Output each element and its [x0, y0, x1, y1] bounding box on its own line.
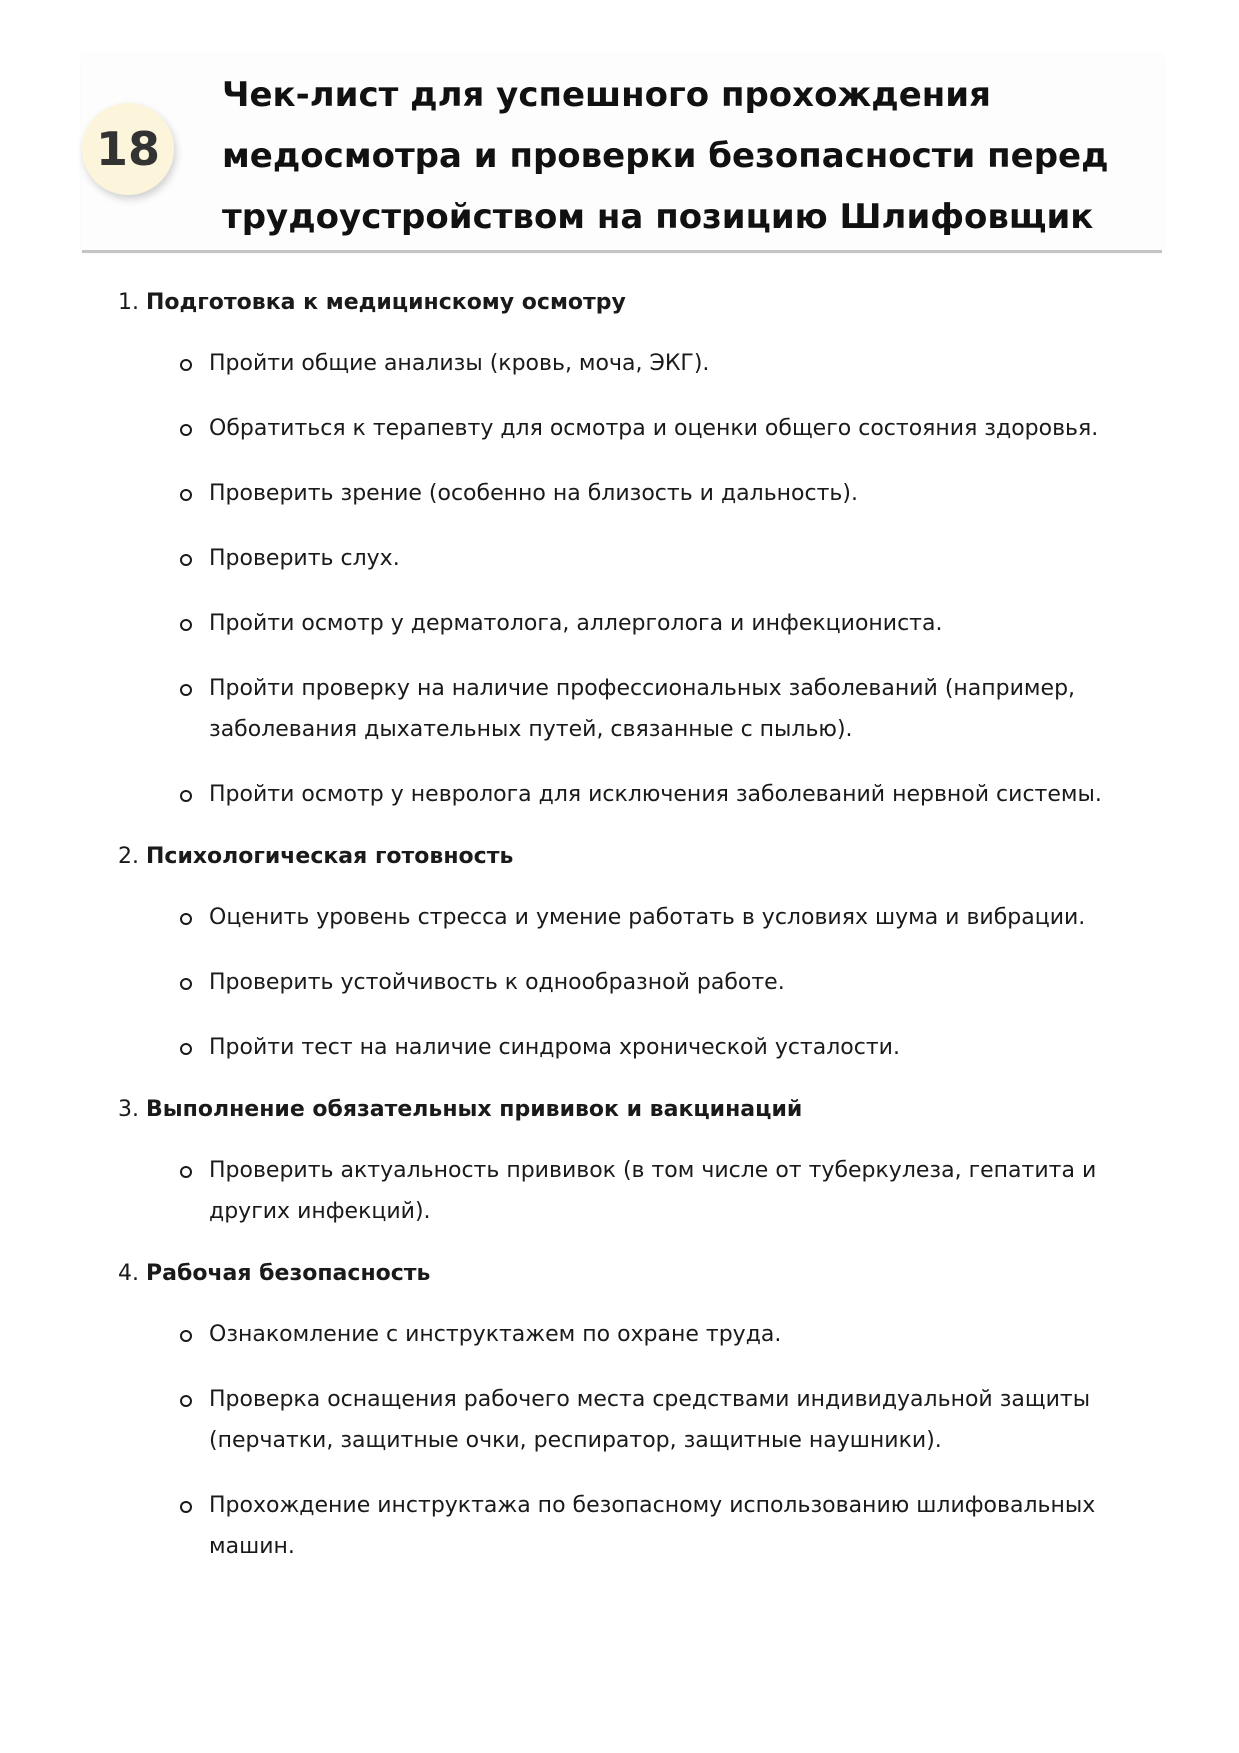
checklist [118, 287, 1158, 1567]
list-item: Проверить зрение (особенно на близость и дальность). [118, 473, 1158, 514]
list-item: Обратиться к терапевту для осмотра и оценки общего состояния здоровья. [118, 408, 1158, 449]
list-item: Проверить актуальность прививок (в том числе от туберкулеза, гепатита и других инфекций). [118, 1150, 1158, 1232]
section-number: 4. [118, 1261, 139, 1286]
list-item: Пройти осмотр у невролога для исключения заболеваний нервной системы. [118, 774, 1158, 815]
section-number: 2. [118, 844, 139, 869]
section-psychological-readiness [118, 841, 1158, 1068]
list-item: Проверить устойчивость к однообразной работе. [118, 962, 1158, 1003]
section-title: Подготовка к медицинскому осмотру [146, 290, 626, 315]
list-item: Пройти осмотр у дерматолога, аллерголога и инфекциониста. [118, 603, 1158, 644]
section-title: Психологическая готовность [146, 844, 514, 869]
section-items [118, 1314, 1158, 1567]
list-item: Пройти проверку на наличие профессиональных заболеваний (например, заболевания дыхательных путей, связанные с пылью). [118, 668, 1158, 750]
section-items [118, 343, 1158, 815]
list-item: Пройти общие анализы (кровь, моча, ЭКГ). [118, 343, 1158, 384]
section-title: Рабочая безопасность [146, 1261, 431, 1286]
list-item: Прохождение инструктажа по безопасному использованию шлифовальных машин. [118, 1485, 1158, 1567]
list-item: Пройти тест на наличие синдрома хронической усталости. [118, 1027, 1158, 1068]
list-item: Проверка оснащения рабочего места средствами индивидуальной защиты (перчатки, защитные очки, респиратор, защитные наушники). [118, 1379, 1158, 1461]
page-number-badge: 18 [82, 103, 174, 195]
section-items [118, 1150, 1158, 1232]
section-heading [118, 1258, 1158, 1290]
section-medical-exam [118, 287, 1158, 815]
list-item: Оценить уровень стресса и умение работать в условиях шума и вибрации. [118, 897, 1158, 938]
list-item: Проверить слух. [118, 538, 1158, 579]
section-heading [118, 841, 1158, 873]
section-work-safety [118, 1258, 1158, 1567]
section-number: 1. [118, 290, 139, 315]
list-item: Ознакомление с инструктажем по охране труда. [118, 1314, 1158, 1355]
section-title: Выполнение обязательных прививок и вакцинаций [146, 1097, 803, 1122]
section-vaccinations [118, 1094, 1158, 1232]
page-title: Чек-лист для успешного прохождения медосмотра и проверки безопасности перед трудоустройством на позицию Шлифовщик [222, 75, 1109, 237]
section-heading [118, 1094, 1158, 1126]
section-number: 3. [118, 1097, 139, 1122]
section-items [118, 897, 1158, 1068]
section-heading [118, 287, 1158, 319]
